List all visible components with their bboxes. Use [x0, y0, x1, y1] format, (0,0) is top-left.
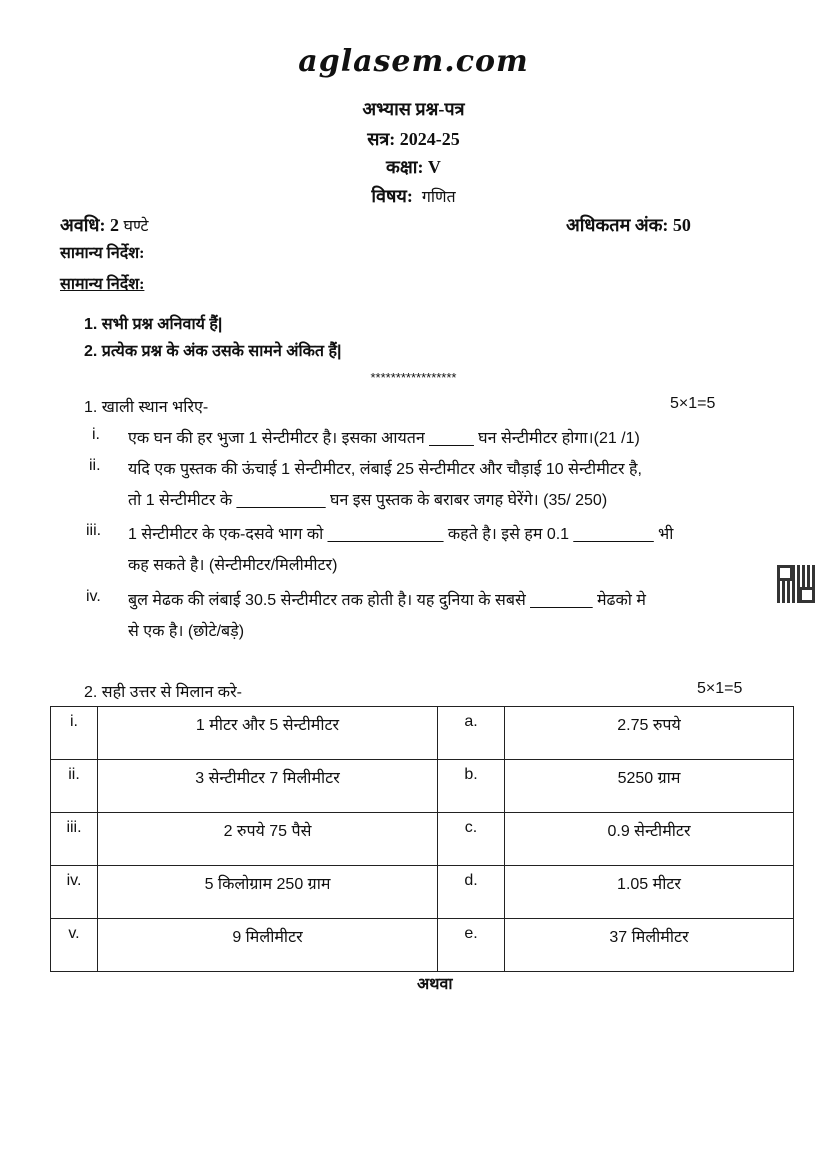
q1-item-text: यदि एक पुस्तक की ऊंचाई 1 सेन्टीमीटर, लंबाई 25 सेन्टीमीटर और चौड़ाई 10 सेन्टीमीटर है, — [128, 461, 642, 478]
cell: 3 सेन्टीमीटर 7 मिलीमीटर — [98, 760, 438, 813]
q1-item-text: तो 1 सेन्टीमीटर के __________ घन इस पुस्तक के बराबर जगह घेरेंगे। (35/ 250) — [128, 492, 608, 509]
separator: ***************** — [370, 370, 457, 385]
q1-item-text: एक घन की हर भुजा 1 सेन्टीमीटर है। इसका आयतन _____ घन सेन्टीमीटर होगा।(21 /1) — [128, 430, 640, 447]
cell: iii. — [51, 813, 98, 866]
cell: ii. — [51, 760, 98, 813]
aglasem-logo: aglasem.com — [298, 44, 529, 79]
cell: 37 मिलीमीटर — [505, 919, 794, 972]
subject-line — [0, 184, 827, 208]
max-marks: अधिकतम अंक: 50 — [566, 215, 691, 235]
subject-label: विषय: — [371, 186, 413, 206]
q1-item-num: iii. — [86, 522, 102, 539]
cell: v. — [51, 919, 98, 972]
matching-table — [50, 706, 794, 972]
q1-item-text: 1 सेन्टीमीटर के एक-दसवे भाग को _____________ कहते है। इसे हम 0.1 _________ भी — [128, 526, 674, 543]
q1-item-text: बुल मेढक की लंबाई 30.5 सेन्टीमीटर तक होती है। यह दुनिया के सबसे _______ मेढको मे — [128, 592, 646, 609]
session: सत्र: 2024-25 — [367, 129, 460, 149]
instruction-2: 2. प्रत्येक प्रश्न के अंक उसके सामने अंकित हैं| — [84, 343, 342, 360]
general-instructions-heading: सामान्य निर्देश: — [60, 276, 145, 293]
cell: iv. — [51, 866, 98, 919]
cell: 5250 ग्राम — [505, 760, 794, 813]
qr-code-icon — [777, 565, 815, 603]
q2-title: 2. सही उत्तर से मिलान करे- — [84, 684, 242, 701]
cell: 5 किलोग्राम 250 ग्राम — [98, 866, 438, 919]
duration-label: अवधि: 2 — [60, 215, 119, 235]
cell: d. — [438, 866, 505, 919]
q1-title: 1. खाली स्थान भरिए- — [84, 399, 209, 416]
q1-marks: 5×1=5 — [670, 395, 716, 412]
paper-title: अभ्यास प्रश्न-पत्र — [362, 99, 465, 119]
table-row — [51, 760, 794, 813]
table-row — [51, 813, 794, 866]
class: कक्षा: V — [386, 157, 441, 177]
general-instructions-label: सामान्य निर्देश: — [60, 245, 145, 262]
cell: e. — [438, 919, 505, 972]
q1-item-num: ii. — [89, 457, 101, 474]
cell: 0.9 सेन्टीमीटर — [505, 813, 794, 866]
cell: a. — [438, 707, 505, 760]
q1-item-text: कह सकते है। (सेन्टीमीटर/मिलीमीटर) — [128, 557, 338, 574]
table-row — [51, 707, 794, 760]
q2-marks: 5×1=5 — [697, 680, 743, 697]
cell: 2 रुपये 75 पैसे — [98, 813, 438, 866]
instruction-1: 1. सभी प्रश्न अनिवार्य हैं| — [84, 316, 223, 333]
duration — [60, 213, 148, 237]
cell: 2.75 रुपये — [505, 707, 794, 760]
subject: गणित — [421, 189, 456, 206]
cell: b. — [438, 760, 505, 813]
q1-item-text: से एक है। (छोटे/बड़े) — [128, 623, 245, 640]
cell: 1.05 मीटर — [505, 866, 794, 919]
cell: 1 मीटर और 5 सेन्टीमीटर — [98, 707, 438, 760]
cell: i. — [51, 707, 98, 760]
cell: 9 मिलीमीटर — [98, 919, 438, 972]
or-label: अथवा — [417, 976, 453, 993]
duration-unit: घण्टे — [123, 218, 149, 235]
cell: c. — [438, 813, 505, 866]
q1-item-num: iv. — [86, 588, 101, 605]
q1-item-num: i. — [92, 426, 100, 443]
table-row — [51, 919, 794, 972]
table-row — [51, 866, 794, 919]
